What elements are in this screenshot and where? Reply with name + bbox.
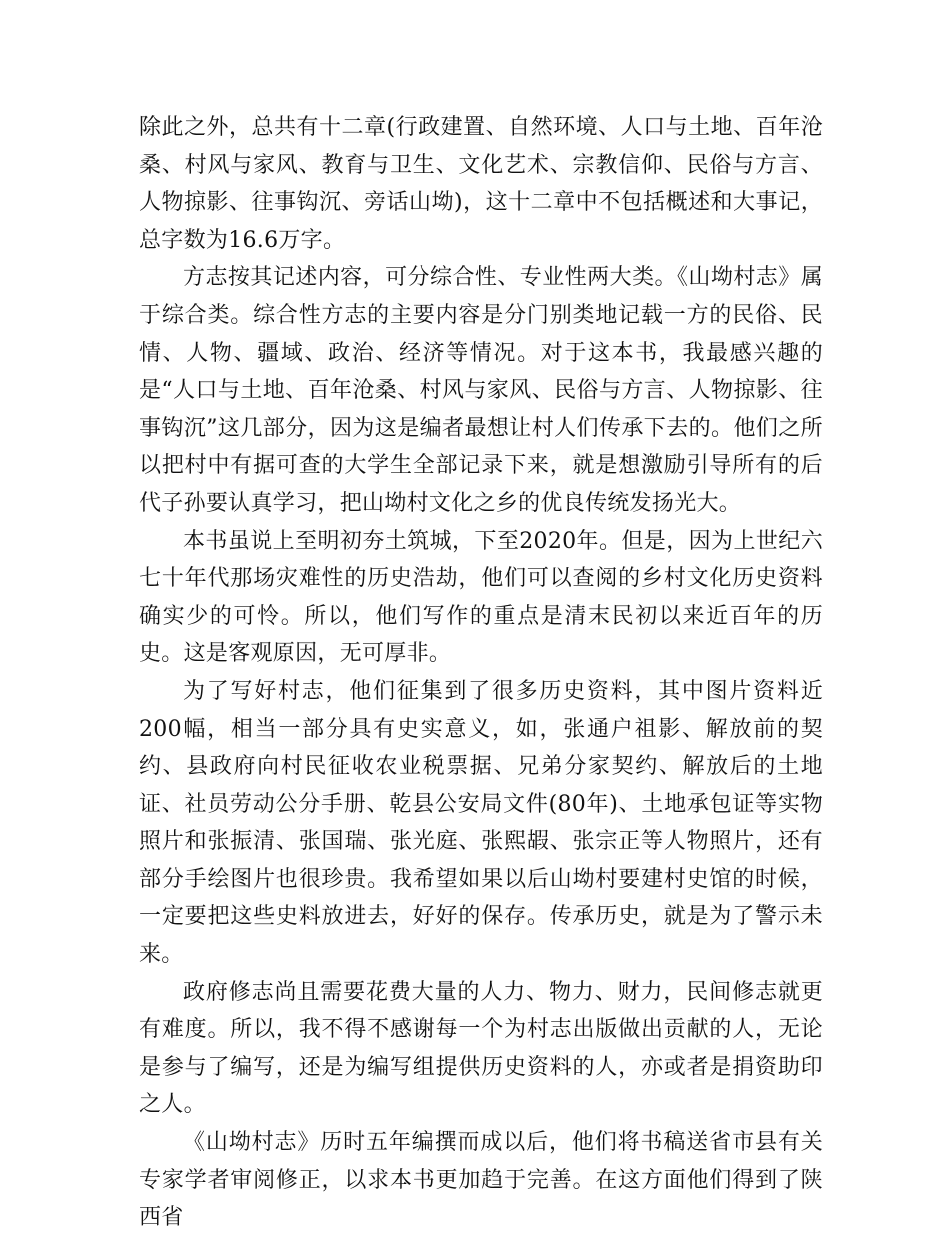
paragraph-6: 《山坳村志》历时五年编撰而成以后，他们将书稿送省市县有关专家学者审阅修正，以求本书更加趋于完善。在这方面他们得到了陕西省 [139, 1130, 823, 1231]
paragraph-1: 除此之外，总共有十二章(行政建置、自然环境、人口与土地、百年沧桑、村风与家风、教育与卫生、文化艺术、宗教信仰、民俗与方言、人物掠影、往事钩沉、旁话山坳)，这十二章中不包括概述和大事记，总字数为16.6万字。 [139, 115, 823, 253]
paragraph-4: 为了写好村志，他们征集到了很多历史资料，其中图片资料近200幅，相当一部分具有史实意义，如，张通户祖影、解放前的契约、县政府向村民征收农业税票据、兄弟分家契约、解放后的土地证、社员劳动公分手册、乾县公安局文件(80年)、土地承包证等实物照片和张振清、张国瑞、张光庭、张熙嘏、张宗正等人物照片，还有部分手绘图片也很珍贵。我希望如果以后山坳村要建村史馆的时候，一定要把这些史料放进去，好好的保存。传承历史，就是为了警示未来。 [139, 678, 823, 968]
paragraph-5: 政府修志尚且需要花费大量的人力、物力、财力，民间修志就更有难度。所以，我不得不感谢每一个为村志出版做出贡献的人，无论是参与了编写，还是为编写组提供历史资料的人，亦或者是捐资助印之人。 [139, 979, 823, 1118]
paragraph-3: 本书虽说上至明初夯土筑城，下至2020年。但是，因为上世纪六七十年代那场灾难性的历史浩劫，他们可以查阅的乡村文化历史资料确实少的可怜。所以，他们写作的重点是清末民初以来近百年的历史。这是客观原因，无可厚非。 [139, 528, 823, 667]
document-page [139, 109, 823, 1237]
paragraph-2: 方志按其记述内容，可分综合性、专业性两大类。《山坳村志》属于综合类。综合性方志的主要内容是分门别类地记载一方的民俗、民情、人物、疆域、政治、经济等情况。对于这本书，我最感兴趣的是“人口与土地、百年沧桑、村风与家风、民俗与方言、人物掠影、往事钩沉”这几部分，因为这是编者最想让村人们传承下去的。他们之所以把村中有据可查的大学生全部记录下来，就是想激励引导所有的后代子孙要认真学习，把山坳村文化之乡的优良传统发扬光大。 [139, 265, 823, 516]
